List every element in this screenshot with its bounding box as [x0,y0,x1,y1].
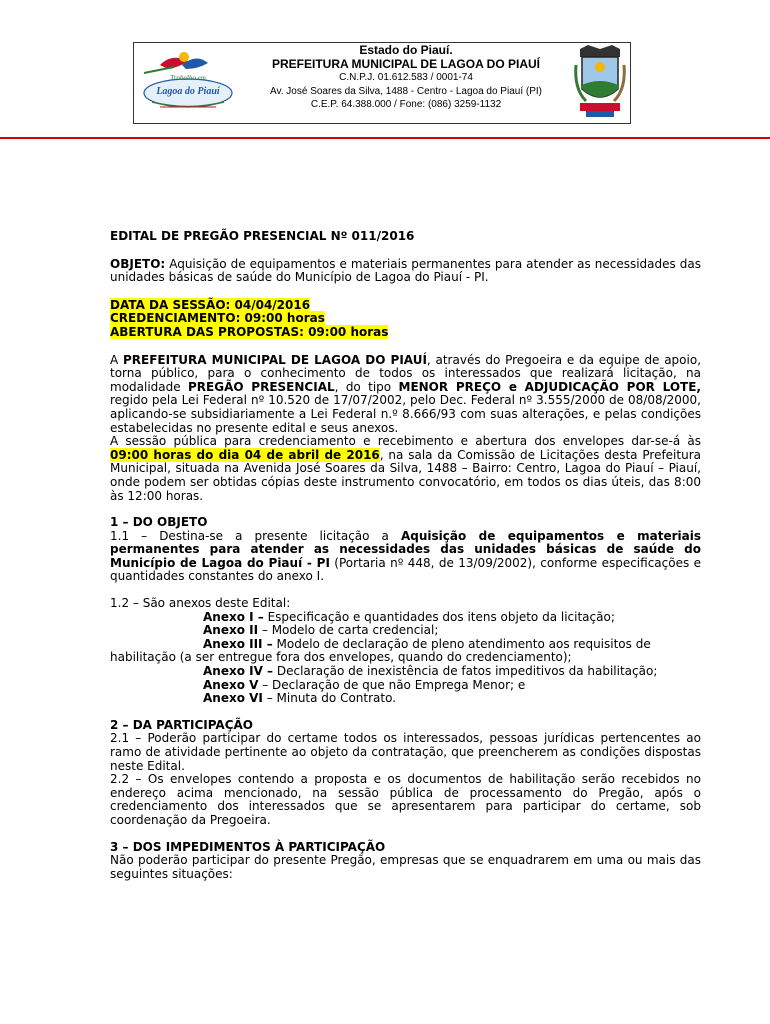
cnpj: C.N.P.J. 01.612.583 / 0001-74 [339,72,473,83]
letterhead-text [242,43,570,112]
header-rule [0,137,770,139]
anexo-4: Anexo IV – Declaração de inexistência de fatos impeditivos da habilitação; [203,664,658,679]
objeto-label: OBJETO: [110,256,166,271]
objeto-paragraph [110,258,701,285]
anexo-6: Anexo VI – Minuta do Contrato. [203,691,397,706]
section-3-title: 3 – DOS IMPEDIMENTOS À PARTICIPAÇÃO [110,839,386,854]
section-2-title: 2 – DA PARTICIPAÇÃO [110,717,254,732]
state-name: Estado do Piauí. [359,43,453,57]
section-2-1: 2.1 – Poderão participar do certame todos os interessados, pessoas jurídicas pertencentes ao ramo de atividade pertinente ao objeto da contratação, que preencherem as condições dispostas neste Edital. [110,731,701,773]
section-1-title: 1 – DO OBJETO [110,515,208,530]
section-2-2: 2.2 – Os envelopes contendo a proposta e os documentos de habilitação serão recebidos no endereço acima mencionado, na sessão pública de processamento do Pregão, após o credenciamento dos interessados que se apresentarem para participar do certame, sob coordenação da Pregoeira. [110,772,701,827]
address: Av. José Soares da Silva, 1488 - Centro - Lagoa do Piauí (PI) [269,85,542,97]
opening-time: ABERTURA DAS PROPOSTAS: 09:00 horas [110,324,389,339]
section-3-text: Não poderão participar do presente Pregão, empresas que se enquadrarem em uma ou mais das seguintes situações: [110,853,701,881]
city-hall-name: PREFEITURA MUNICIPAL DE LAGOA DO PIAUÍ [271,56,540,71]
credentialing-time: CREDENCIAMENTO: 09:00 horas [110,311,325,326]
session-date: DATA DA SESSÃO: 04/04/2016 [110,297,311,312]
anexo-2: Anexo II – Modelo de carta credencial; [203,623,439,638]
document-body [110,230,701,881]
intro-paragraph: A PREFEITURA MUNICIPAL DE LAGOA DO PIAUÍ, através do Pregoeira e da equipe de apoio, torna público, para o conhecimento de todos os interessados que realizará licitação, na modalidade PREGÃO PRESENCIAL, do tipo MENOR PREÇO e ADJUDICAÇÃO POR LOTE, regido pela Lei Federal nº 10.520 de 17/07/2002, pelo Dec. Federal nº 3.555/2000 de 08/08/2000, aplicando-se subsidiariamente a Lei Federal n.º 8.666/93 com suas alterações, e pelas condições estabelecidas no presente edital e seus anexos. [110,352,702,435]
anexo-5: Anexo V – Declaração de que não Emprega Menor; e [203,677,526,692]
section-1-1: 1.1 – Destina-se a presente licitação a Aquisição de equipamentos e materiais permanentes para atender as necessidades das unidades básicas de saúde do Município de Lagoa do Piauí - PI (Portaria nº 448, de 13/09/2002), conforme especificações e quantidades constantes do anexo I. [110,528,701,584]
anexo-1: Anexo I – Especificação e quantidades dos itens objeto da licitação; [203,609,615,624]
logo-town-name: Lagoa do Piauí [156,86,220,97]
letterhead [133,42,631,124]
document-title: EDITAL DE PREGÃO PRESENCIAL Nº 011/2016 [110,229,415,243]
objeto-text: Aquisição de equipamentos e materiais permanentes para atender as necessidades das unidades básicas de saúde do Município de Lagoa do Piauí - PI. [110,256,701,285]
coat-of-arms-icon [574,45,626,119]
session-paragraph: A sessão pública para credenciamento e recebimento e abertura dos envelopes dar-se-á às 09:00 horas do dia 04 de abril de 2016, na sala da Comissão de Licitações desta Prefeitura Municipal, situada na Avenida José Soares da Silva, 1488 – Bairro: Centro, Lagoa do Piauí – Piauí, onde podem ser obtidas cópias deste instrumento convocatório, em todos os dias úteis, das 8:00 às 12:00 horas. [110,434,701,503]
anexo-3-continuation: habilitação (a ser entregue fora dos envelopes, quando do credenciamento); [110,650,572,665]
logo-tagline: Trabalho em [170,74,206,82]
section-1-2: 1.2 – São anexos deste Edital: [110,596,291,611]
anexo-3: Anexo III – Modelo de declaração de pleno atendimento aos requisitos de [203,636,651,651]
municipal-logo [138,47,238,117]
cep-phone: C.E.P. 64.388.000 / Fone: (086) 3259-1132 [310,99,502,110]
